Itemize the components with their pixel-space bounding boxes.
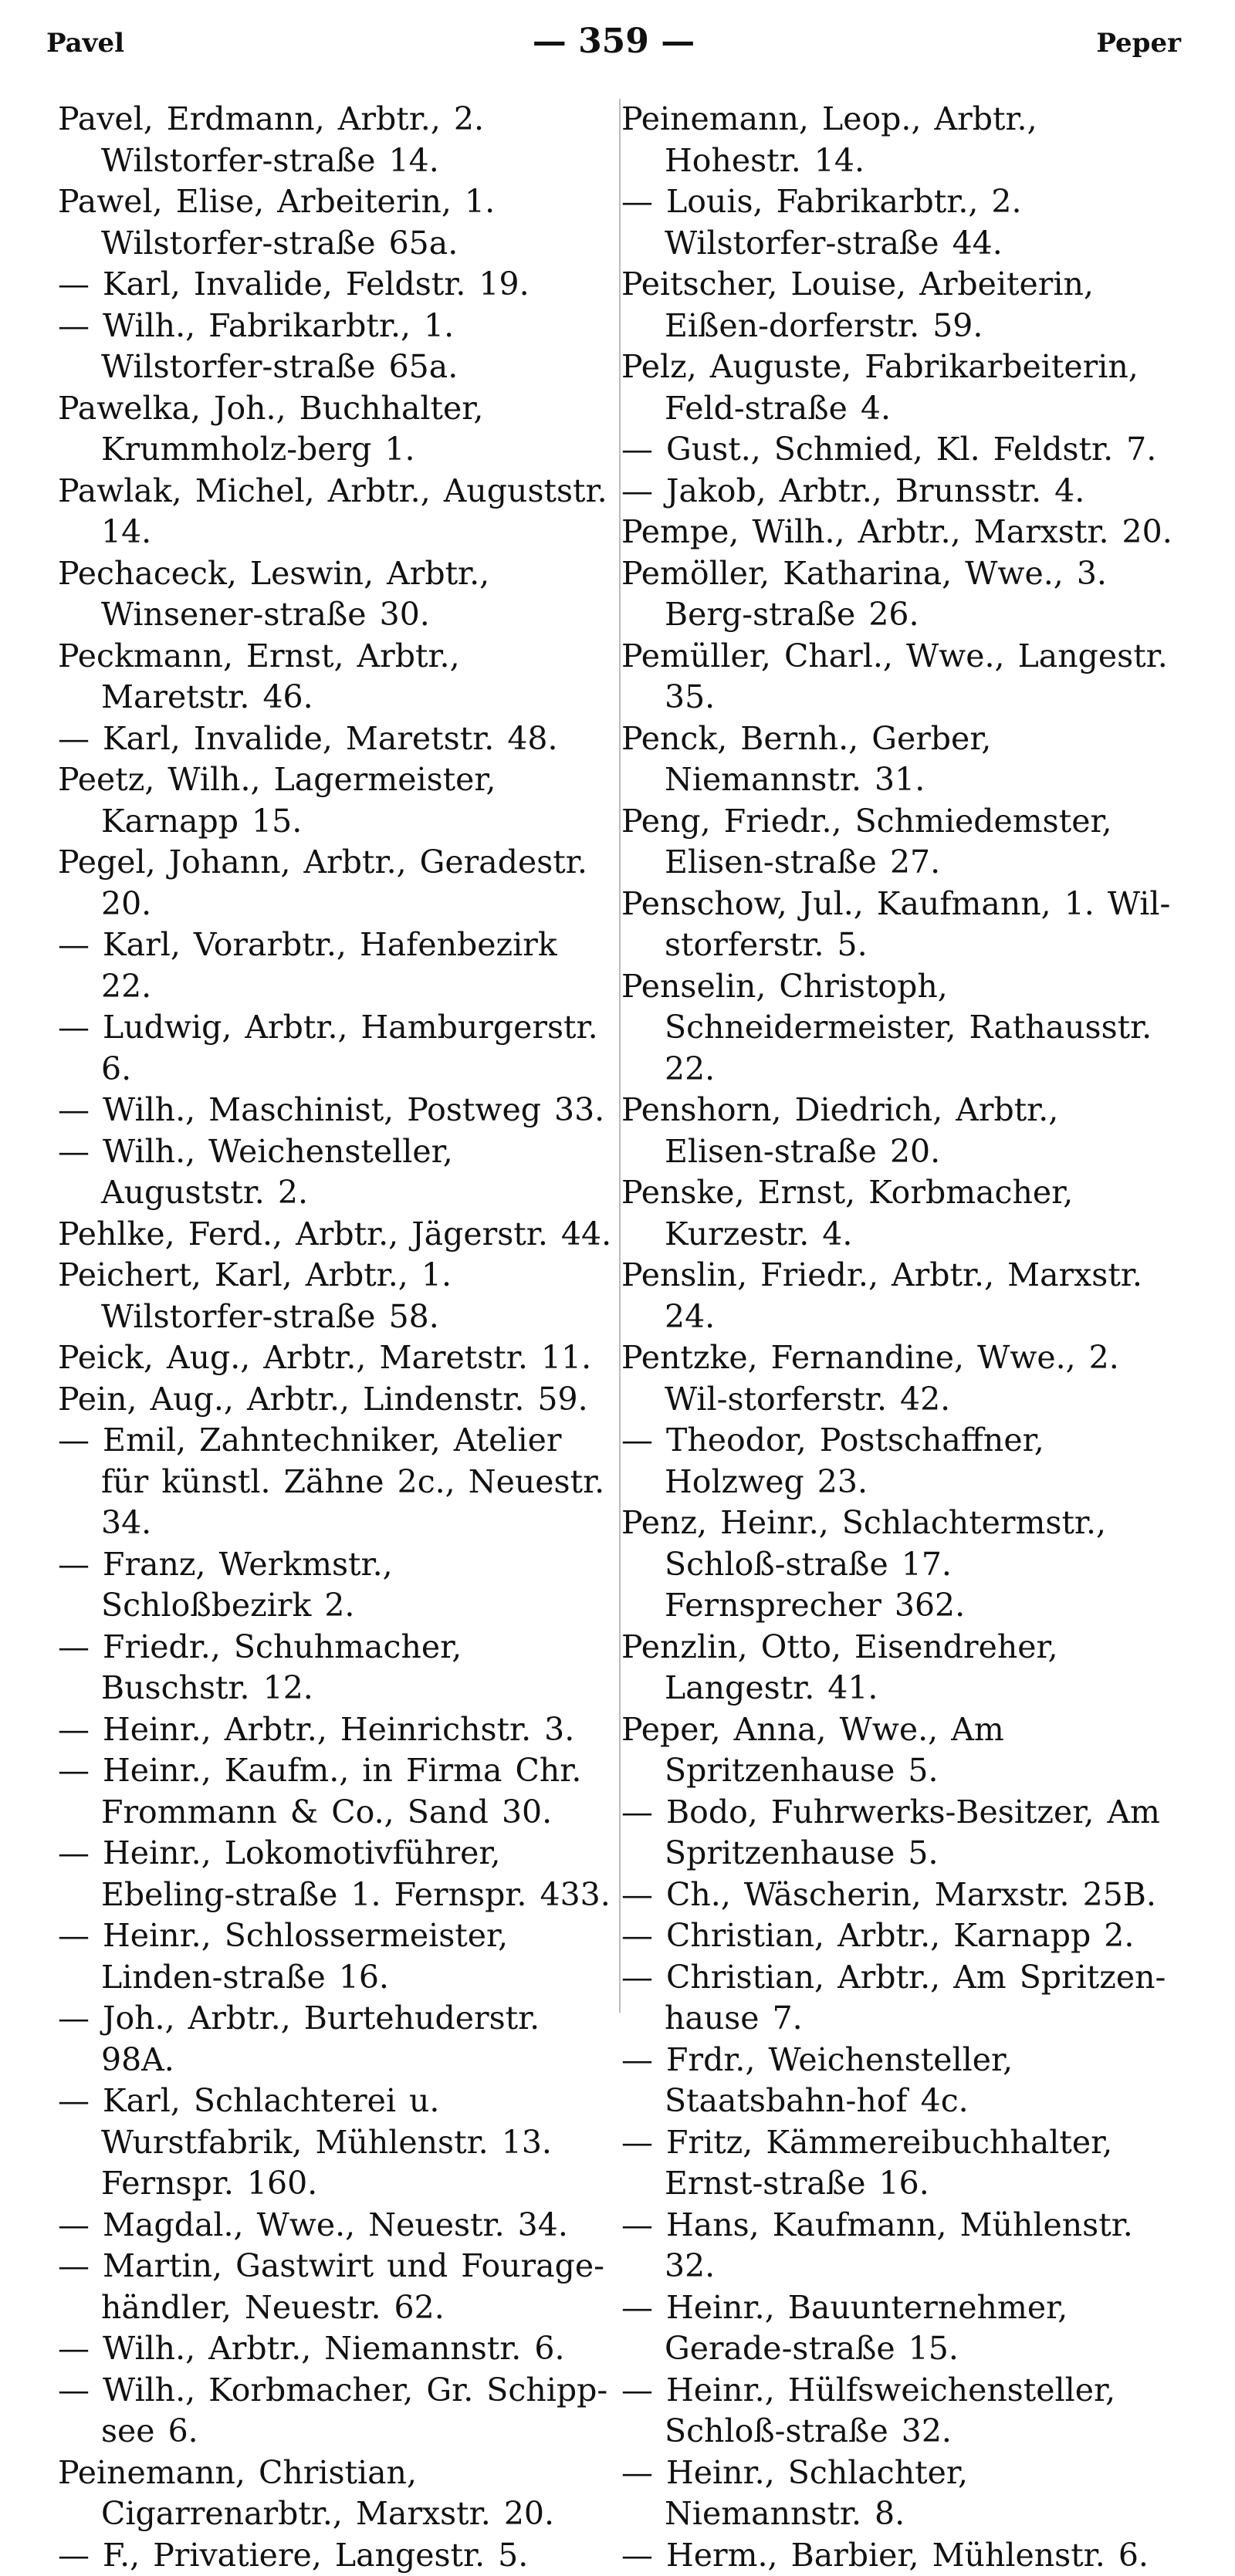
directory-entry: Pavel, Erdmann, Arbtr., 2. Wilstorfer-straße 14.	[58, 99, 614, 181]
directory-entry: Penselin, Christoph, Schneidermeister, Rathausstr. 22.	[621, 966, 1177, 1090]
directory-entry: — Ludwig, Arbtr., Hamburgerstr. 6.	[58, 1007, 614, 1090]
directory-entry: Peetz, Wilh., Lagermeister, Karnapp 15.	[58, 759, 614, 842]
directory-entry: — Christian, Arbtr., Karnapp 2.	[621, 1915, 1177, 1957]
directory-entry: — Friedr., Schuhmacher, Buschstr. 12.	[58, 1627, 614, 1709]
directory-entry: Penschow, Jul., Kaufmann, 1. Wil-storferstr. 5.	[621, 884, 1177, 966]
directory-entry: — Joh., Arbtr., Burtehuderstr. 98A.	[58, 1998, 614, 2081]
directory-entry: Peckmann, Ernst, Arbtr., Maretstr. 46.	[58, 636, 614, 718]
directory-entry: — Heinr., Bauunternehmer, Gerade-straße 15.	[621, 2287, 1177, 2370]
header-left-keyword: Pavel	[46, 28, 124, 59]
directory-entry: Peng, Friedr., Schmiedemster, Elisen-straße 27.	[621, 801, 1177, 884]
directory-entry: Peick, Aug., Arbtr., Maretstr. 11.	[58, 1337, 614, 1379]
directory-entry: Pawlak, Michel, Arbtr., Auguststr. 14.	[58, 471, 614, 553]
directory-entry: Pemüller, Charl., Wwe., Langestr. 35.	[621, 636, 1177, 718]
directory-entry: Penske, Ernst, Korbmacher, Kurzestr. 4.	[621, 1172, 1177, 1255]
directory-entry: Peper, Anna, Wwe., Am Spritzenhause 5.	[621, 1709, 1177, 1792]
directory-entry: — F., Privatiere, Langestr. 5.	[58, 2535, 614, 2576]
directory-entry: — Karl, Invalide, Feldstr. 19.	[58, 264, 614, 306]
directory-entry: Pentzke, Fernandine, Wwe., 2. Wil-storferstr. 42.	[621, 1337, 1177, 1420]
header-right-keyword: Peper	[1096, 28, 1181, 59]
directory-entry: — Wilh., Maschinist, Postweg 33.	[58, 1090, 614, 1131]
directory-entry: — Heinr., Kaufm., in Firma Chr. Frommann & Co., Sand 30.	[58, 1750, 614, 1833]
directory-entry: Peinemann, Christian, Cigarrenarbtr., Marxstr. 20.	[58, 2453, 614, 2535]
directory-entry: Peinemann, Leop., Arbtr., Hohestr. 14.	[621, 99, 1177, 181]
directory-entry: — Bodo, Fuhrwerks-Besitzer, Am Spritzenhause 5.	[621, 1792, 1177, 1875]
directory-entry: — Hans, Kaufmann, Mühlenstr. 32.	[621, 2205, 1177, 2287]
directory-entry: — Fritz, Kämmereibuchhalter, Ernst-straße 16.	[621, 2122, 1177, 2205]
directory-entry: Pegel, Johann, Arbtr., Geradestr. 20.	[58, 842, 614, 925]
directory-entry: Penz, Heinr., Schlachtermstr., Schloß-straße 17. Fernsprecher 362.	[621, 1503, 1177, 1627]
directory-entry: Pempe, Wilh., Arbtr., Marxstr. 20.	[621, 512, 1177, 553]
directory-entry: — Herm., Barbier, Mühlenstr. 6.	[621, 2535, 1177, 2576]
directory-entry: Penslin, Friedr., Arbtr., Marxstr. 24.	[621, 1255, 1177, 1337]
directory-entry: — Franz, Werkmstr., Schloßbezirk 2.	[58, 1544, 614, 1627]
directory-entry: — Karl, Vorarbtr., Hafenbezirk 22.	[58, 925, 614, 1007]
directory-entry: — Karl, Schlachterei u. Wurstfabrik, Mühlenstr. 13. Fernspr. 160.	[58, 2081, 614, 2205]
directory-entry: — Ch., Wäscherin, Marxstr. 25B.	[621, 1875, 1177, 1916]
directory-entry: Pein, Aug., Arbtr., Lindenstr. 59.	[58, 1379, 614, 1421]
directory-entry: Pehlke, Ferd., Arbtr., Jägerstr. 44.	[58, 1214, 614, 1256]
directory-entry: — Frdr., Weichensteller, Staatsbahn-hof 4c.	[621, 2040, 1177, 2122]
directory-entry: — Heinr., Schlossermeister, Linden-straße 16.	[58, 1915, 614, 1998]
directory-entry: — Wilh., Arbtr., Niemannstr. 6.	[58, 2328, 614, 2370]
directory-entry: — Wilh., Korbmacher, Gr. Schipp-see 6.	[58, 2370, 614, 2453]
directory-entry: Pawel, Elise, Arbeiterin, 1. Wilstorfer-straße 65a.	[58, 181, 614, 264]
directory-entry: Penck, Bernh., Gerber, Niemannstr. 31.	[621, 718, 1177, 801]
directory-entry: Pelz, Auguste, Fabrikarbeiterin, Feld-straße 4.	[621, 347, 1177, 429]
directory-entry: — Jakob, Arbtr., Brunsstr. 4.	[621, 471, 1177, 512]
directory-entry: — Emil, Zahntechniker, Atelier für künstl. Zähne 2c., Neuestr. 34.	[58, 1420, 614, 1544]
directory-entry: Pawelka, Joh., Buchhalter, Krummholz-berg 1.	[58, 388, 614, 471]
directory-entry: — Heinr., Arbtr., Heinrichstr. 3.	[58, 1709, 614, 1751]
directory-entry: — Heinr., Schlachter, Niemannstr. 8.	[621, 2453, 1177, 2535]
directory-entry: — Wilh., Weichensteller, Auguststr. 2.	[58, 1131, 614, 1214]
directory-entry: — Theodor, Postschaffner, Holzweg 23.	[621, 1420, 1177, 1503]
directory-entry: — Gust., Schmied, Kl. Feldstr. 7.	[621, 429, 1177, 471]
directory-entry: — Christian, Arbtr., Am Spritzen-hause 7.	[621, 1957, 1177, 2040]
directory-entry: Pechaceck, Leswin, Arbtr., Winsener-straße 30.	[58, 553, 614, 636]
left-column	[58, 99, 614, 2576]
directory-entry: — Martin, Gastwirt und Fourage-händler, Neuestr. 62.	[58, 2246, 614, 2328]
page-header	[46, 22, 1181, 68]
directory-entry: Peitscher, Louise, Arbeiterin, Eißen-dorferstr. 59.	[621, 264, 1177, 347]
directory-entry: — Karl, Invalide, Maretstr. 48.	[58, 718, 614, 760]
right-column	[621, 99, 1177, 2576]
page-number: — 359 —	[46, 22, 1181, 61]
directory-entry: — Heinr., Lokomotivführer, Ebeling-straße 1. Fernspr. 433.	[58, 1833, 614, 1915]
directory-entry: — Wilh., Fabrikarbtr., 1. Wilstorfer-straße 65a.	[58, 306, 614, 388]
directory-entry: — Heinr., Hülfsweichensteller, Schloß-straße 32.	[621, 2370, 1177, 2453]
directory-entry: Peichert, Karl, Arbtr., 1. Wilstorfer-straße 58.	[58, 1255, 614, 1337]
column-divider	[619, 99, 621, 2013]
directory-entry: Penshorn, Diedrich, Arbtr., Elisen-straße 20.	[621, 1090, 1177, 1172]
directory-entry: Pemöller, Katharina, Wwe., 3. Berg-straße 26.	[621, 553, 1177, 636]
directory-entry: Penzlin, Otto, Eisendreher, Langestr. 41.	[621, 1627, 1177, 1709]
directory-entry: — Louis, Fabrikarbtr., 2. Wilstorfer-straße 44.	[621, 181, 1177, 264]
directory-entry: — Magdal., Wwe., Neuestr. 34.	[58, 2205, 614, 2246]
